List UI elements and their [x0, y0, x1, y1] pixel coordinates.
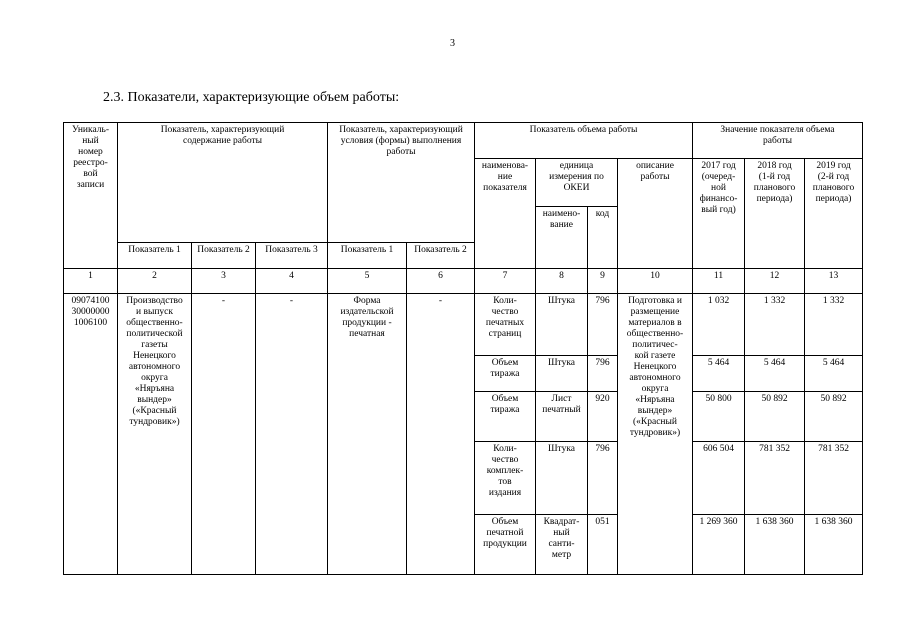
unit-name: Квадрат- ный санти- метр: [536, 515, 588, 575]
value-2019: 781 352: [805, 442, 863, 515]
unit-code: 051: [588, 515, 618, 575]
column-number: 7: [475, 269, 536, 294]
header-content-2: Показатель 2: [192, 243, 256, 269]
header-content-3: Показатель 3: [256, 243, 328, 269]
registry-number: 09074100 30000000 1006100: [64, 294, 118, 575]
header-volume-group: Показатель объема работы: [475, 123, 693, 159]
unit-code: 796: [588, 294, 618, 356]
unit-name: Штука: [536, 442, 588, 515]
header-content-group: Показатель, характеризующий содержание работы: [118, 123, 328, 243]
value-2017: 606 504: [693, 442, 745, 515]
header-unique-number: Уникаль- ный номер реестро- вой записи: [64, 123, 118, 269]
header-content-1: Показатель 1: [118, 243, 192, 269]
condition-indicator-2: -: [407, 294, 475, 575]
indicator-name: Коли- чество печатных страниц: [475, 294, 536, 356]
condition-indicator-1: Форма издательской продукции - печатная: [328, 294, 407, 575]
column-number: 9: [588, 269, 618, 294]
column-number: 12: [745, 269, 805, 294]
table-row: [64, 294, 863, 356]
value-2018: 5 464: [745, 356, 805, 392]
value-2019: 1 332: [805, 294, 863, 356]
content-indicator-1: Производство и выпуск общественно- политической газеты Ненецкого автономного округа «Няръяна вындер» («Красный тундровик»): [118, 294, 192, 575]
value-2018: 1 332: [745, 294, 805, 356]
column-number: 2: [118, 269, 192, 294]
header-description: описание работы: [618, 159, 693, 269]
header-year-2018: 2018 год (1-й год планового периода): [745, 159, 805, 269]
value-2019: 5 464: [805, 356, 863, 392]
section-title: 2.3. Показатели, характеризующие объем работы:: [103, 90, 400, 105]
header-unit-okei: единица измерения по ОКЕИ: [536, 159, 618, 207]
header-cond-1: Показатель 1: [328, 243, 407, 269]
header-indicator-name: наименова- ние показателя: [475, 159, 536, 269]
value-2018: 50 892: [745, 392, 805, 442]
column-number: 5: [328, 269, 407, 294]
page-number: 3: [450, 38, 455, 49]
header-conditions-group: Показатель, характеризующий условия (формы) выполнения работы: [328, 123, 475, 243]
column-number: 3: [192, 269, 256, 294]
value-2017: 5 464: [693, 356, 745, 392]
unit-code: 796: [588, 356, 618, 392]
header-cond-2: Показатель 2: [407, 243, 475, 269]
column-number: 13: [805, 269, 863, 294]
value-2019: 1 638 360: [805, 515, 863, 575]
column-number: 8: [536, 269, 588, 294]
unit-code: 920: [588, 392, 618, 442]
column-number: 10: [618, 269, 693, 294]
indicator-name: Объем печатной продукции: [475, 515, 536, 575]
work-description: Подготовка и размещение материалов в общественно- политичес- кой газете Ненецкого автономного округа «Няръяна вындер» («Красный тундровик»): [618, 294, 693, 575]
header-unit-code: код: [588, 207, 618, 269]
content-indicator-2: -: [192, 294, 256, 575]
header-value-group: Значение показателя объема работы: [693, 123, 863, 159]
unit-name: Лист печатный: [536, 392, 588, 442]
value-2017: 1 269 360: [693, 515, 745, 575]
value-2017: 50 800: [693, 392, 745, 442]
indicator-name: Объем тиража: [475, 356, 536, 392]
column-number: 1: [64, 269, 118, 294]
indicator-name: Коли- чество комплек- тов издания: [475, 442, 536, 515]
value-2019: 50 892: [805, 392, 863, 442]
indicator-name: Объем тиража: [475, 392, 536, 442]
value-2017: 1 032: [693, 294, 745, 356]
column-number: 11: [693, 269, 745, 294]
header-unit-name: наимено- вание: [536, 207, 588, 269]
header-year-2019: 2019 год (2-й год планового периода): [805, 159, 863, 269]
value-2018: 1 638 360: [745, 515, 805, 575]
header-year-2017: 2017 год (очеред- ной финансо- вый год): [693, 159, 745, 269]
value-2018: 781 352: [745, 442, 805, 515]
content-indicator-3: -: [256, 294, 328, 575]
column-number: 6: [407, 269, 475, 294]
column-number: 4: [256, 269, 328, 294]
unit-name: Штука: [536, 294, 588, 356]
unit-code: 796: [588, 442, 618, 515]
volume-indicators-table: [63, 122, 863, 575]
unit-name: Штука: [536, 356, 588, 392]
column-numbers-row: [64, 269, 863, 294]
